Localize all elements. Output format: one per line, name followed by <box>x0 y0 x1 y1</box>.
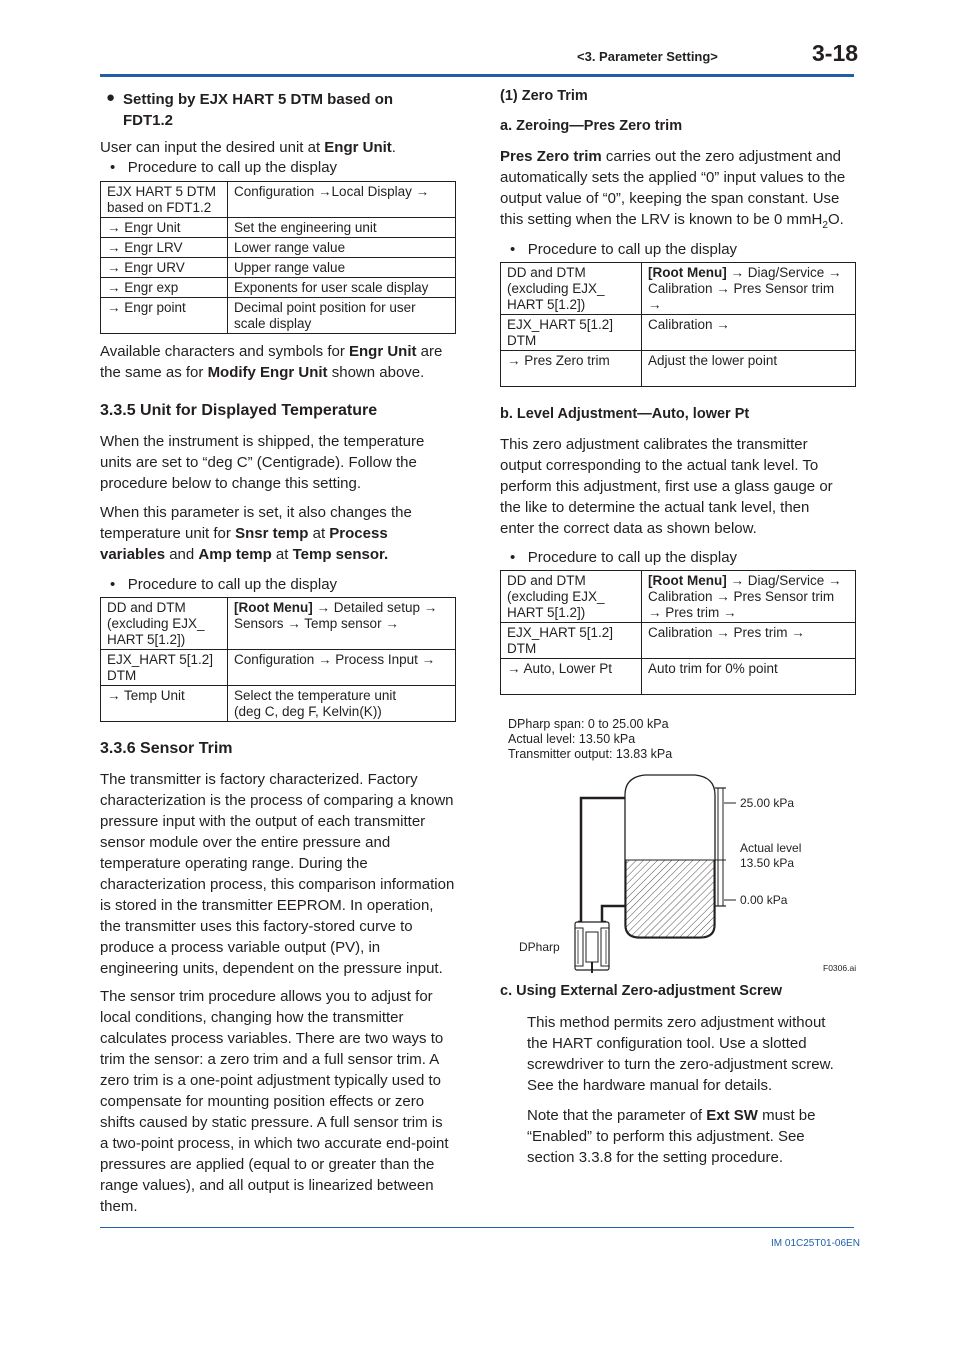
table-cell: Exponents for user scale display <box>228 278 456 298</box>
table-cell: → Engr LRV <box>101 238 228 258</box>
table-cell: [Root Menu] → Diag/Service → Calibration → Pres Sensor trim → Pres trim → <box>642 571 856 623</box>
table-cell: → Engr Unit <box>101 218 228 238</box>
header-rule <box>100 74 854 77</box>
fdt-note: Available characters and symbols for Engr Unit are the same as for Modify Engr Unit shown above. <box>100 343 443 381</box>
ext-screw-heading: c. Using External Zero-adjustment Screw <box>500 983 783 999</box>
fdt-table <box>100 181 456 334</box>
table-cell: Set the engineering unit <box>228 218 456 238</box>
dpharp-transmitter-icon <box>575 922 609 973</box>
section-336-p2: The sensor trim procedure allows you to adjust for local conditions, changing how the transmitter calculates process variables. There are two ways to trim the sensor: a zero trim and a full sensor trim. A zero trim is a one-point adjustment typically used to compensate for mounting position effects or zero shifts caused by static pressure. A full sensor trim is a two-point process, in which two accurate end-point pressures are applied (equal to or greater than the range values), and all output is linearized between them. <box>100 988 449 1215</box>
table-cell: EJX_HART 5[1.2] DTM <box>101 650 228 686</box>
temp-unit-table <box>100 597 456 722</box>
table-cell: → Engr URV <box>101 258 228 278</box>
table-cell: Configuration → Process Input → <box>228 650 456 686</box>
table-cell: → Engr point <box>101 298 228 334</box>
table-cell: [Root Menu] → Diag/Service → Calibration → Pres Sensor trim → <box>642 263 856 315</box>
section-336-heading: 3.3.6 Sensor Trim <box>100 740 233 757</box>
pres-zero-trim-table <box>500 262 856 387</box>
table-cell: Upper range value <box>228 258 456 278</box>
fdt-intro: User can input the desired unit at Engr Unit. <box>100 139 396 156</box>
fdt-procedure-bullet: • Procedure to call up the display <box>110 159 338 176</box>
table-cell: Auto trim for 0% point <box>642 659 856 695</box>
tank-liquid <box>626 860 714 937</box>
figure-id: F0306.ai <box>823 963 857 973</box>
table-cell: EJX_HART 5[1.2] DTM <box>501 623 642 659</box>
auto-lower-pt-table <box>500 570 856 695</box>
footer-rule <box>100 1227 854 1228</box>
table-cell: → Temp Unit <box>101 686 228 722</box>
section-335-p2: When this parameter is set, it also changes the temperature unit for Snsr temp at Process variables and Amp temp at Temp sensor. <box>100 504 412 563</box>
label-dpharp: DPharp <box>519 940 560 954</box>
ext-screw-p2: Note that the parameter of Ext SW must be “Enabled” to perform this adjustment. See section 3.3.8 for the setting procedure. <box>527 1107 816 1166</box>
table-cell: → Pres Zero trim <box>501 351 642 387</box>
table-row <box>101 218 456 238</box>
fdt-bullet-icon: ● <box>106 89 116 106</box>
label-bottom: 0.00 kPa <box>740 893 788 907</box>
table-cell: Decimal point position for user scale display <box>228 298 456 334</box>
low-side-impulse-line <box>602 906 625 922</box>
section-335-heading: 3.3.5 Unit for Displayed Temperature <box>100 402 378 419</box>
table-row <box>101 182 456 218</box>
fdt-heading: Setting by EJX HART 5 DTM based on FDT1.2 <box>123 91 394 129</box>
level-adjust-bullet: • Procedure to call up the display <box>510 549 738 566</box>
table-cell: DD and DTM (excluding EJX_ HART 5[1.2]) <box>101 598 228 650</box>
table-row <box>101 278 456 298</box>
high-side-impulse-line <box>578 798 625 922</box>
table-cell: → Auto, Lower Pt <box>501 659 642 695</box>
table-cell: EJX_HART 5[1.2] DTM <box>501 315 642 351</box>
section-header: <3. Parameter Setting> <box>577 49 718 64</box>
table-row <box>101 298 456 334</box>
table-cell: DD and DTM (excluding EJX_ HART 5[1.2]) <box>501 263 642 315</box>
section-335-p1: When the instrument is shipped, the temperature units are set to “deg C” (Centigrade). Follow the procedure below to change this setting. <box>100 433 425 492</box>
level-adjust-heading: b. Level Adjustment—Auto, lower Pt <box>500 406 750 422</box>
zero-trim-heading: (1) Zero Trim <box>500 88 588 104</box>
zeroing-paragraph: Pres Zero trim carries out the zero adjustment and automatically sets the applied “0” input values to the output value of “0”, keeping the span constant. Use this setting when the LRV is known to be 0 mmH$_2$O. <box>500 148 846 231</box>
section-336-p1: The transmitter is factory characterized. Factory characterization is the process of comparing a known pressure input with the output of each transmitter sensor module over the entire pressure and temperature operating range. During the characterization process, this comparison information is stored in the transmitter EEPROM. In operation, the transmitter uses this factory-stored curve to produce a process variable output (PV), in engineering units, dependent on the pressure input. <box>100 771 455 977</box>
table-cell: Lower range value <box>228 238 456 258</box>
table-cell: Configuration →Local Display → <box>228 182 456 218</box>
table-cell: → Engr exp <box>101 278 228 298</box>
table-cell: Calibration → Pres trim → <box>642 623 856 659</box>
table-cell: Select the temperature unit (deg C, deg F, Kelvin(K)) <box>228 686 456 722</box>
page-number: 3-18 <box>812 40 859 66</box>
section-335-bullet: • Procedure to call up the display <box>110 576 338 593</box>
table-cell: [Root Menu] → Detailed setup → Sensors → Temp sensor → <box>228 598 456 650</box>
table-row <box>101 238 456 258</box>
label-top: 25.00 kPa <box>740 796 795 810</box>
level-adjust-paragraph: This zero adjustment calibrates the transmitter output corresponding to the actual tank level. To perform this adjustment, first use a glass gauge or the like to determine the actual tank level, then enter the correct data as shown below. <box>500 436 833 537</box>
label-actual-level: Actual level 13.50 kPa <box>740 841 802 870</box>
zeroing-bullet: • Procedure to call up the display <box>510 241 738 258</box>
table-cell: EJX HART 5 DTM based on FDT1.2 <box>101 182 228 218</box>
document-id: IM 01C25T01-06EN <box>771 1238 860 1249</box>
table-row <box>101 258 456 278</box>
table-cell: Calibration → <box>642 315 856 351</box>
table-cell: Adjust the lower point <box>642 351 856 387</box>
table-cell: DD and DTM (excluding EJX_ HART 5[1.2]) <box>501 571 642 623</box>
gauge-glass <box>718 788 723 906</box>
zeroing-heading: a. Zeroing—Pres Zero trim <box>500 118 683 134</box>
figure-caption: DPharp span: 0 to 25.00 kPa Actual level: 13.50 kPa Transmitter output: 13.83 kPa <box>508 717 673 761</box>
ext-screw-p1: This method permits zero adjustment without the HART configuration tool. Use a slotted screwdriver to turn the zero-adjustment screw. See the hardware manual for details. <box>527 1014 834 1094</box>
